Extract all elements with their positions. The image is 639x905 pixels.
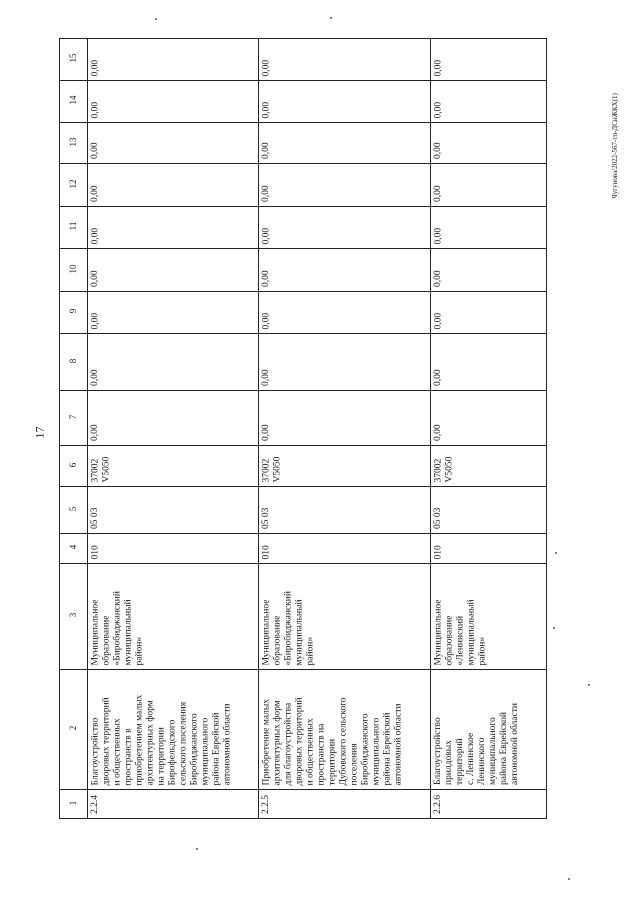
row-number: 2.2.5 <box>261 795 271 814</box>
table-grid-line <box>59 206 547 207</box>
row-value: 0,00 <box>90 424 100 441</box>
row-csr: 37002 V5050 <box>261 456 282 482</box>
column-header: 7 <box>68 414 78 419</box>
table-grid-line <box>59 38 60 818</box>
row-value: 0,00 <box>90 270 100 287</box>
column-header: 12 <box>68 179 78 188</box>
row-number: 2.2.4 <box>90 795 100 814</box>
row-value: 0,00 <box>90 227 100 244</box>
table-grid-line <box>258 38 259 818</box>
table-grid-line <box>59 486 547 487</box>
table-grid-line <box>59 669 547 670</box>
row-rzpr: 05 03 <box>261 507 271 529</box>
row-value: 0,00 <box>261 142 271 159</box>
column-header: 10 <box>68 264 78 273</box>
row-value: 0,00 <box>90 369 100 386</box>
table-grid-line <box>59 789 547 790</box>
table-grid-line <box>59 563 547 564</box>
table-grid-line <box>430 38 431 818</box>
column-header: 1 <box>68 800 78 805</box>
row-rzpr: 05 03 <box>90 507 100 529</box>
table-grid-line <box>59 122 547 123</box>
scan-speck <box>330 17 332 19</box>
row-value: 0,00 <box>261 312 271 329</box>
row-name: Благоустройство дворовых территорий и общественных пространств в приобретением малых архитектурных форм на территории Бирофельдского сельского поселения Биробиджанского муниципального района Еврейской автономной области <box>90 694 232 785</box>
scan-speck <box>155 18 157 20</box>
row-grbs: 010 <box>433 544 443 559</box>
table-grid-line <box>59 80 547 81</box>
row-name: Благоустройство прилдовых территорий с. Ленинское Ленинского муниципального района Еврейской автономной области <box>433 703 520 785</box>
row-grbs: 010 <box>261 544 271 559</box>
row-value: 0,00 <box>261 101 271 118</box>
row-value: 0,00 <box>433 369 443 386</box>
row-value: 0,00 <box>90 59 100 76</box>
column-header: 4 <box>68 544 78 550</box>
row-csr: 37002 V5050 <box>90 456 111 482</box>
scan-speck <box>588 684 590 686</box>
row-value: 0,00 <box>433 312 443 329</box>
row-value: 0,00 <box>433 270 443 287</box>
table-grid-line <box>59 818 547 819</box>
scan-speck <box>553 627 555 629</box>
row-value: 0,00 <box>90 312 100 329</box>
column-header: 14 <box>68 95 78 105</box>
row-value: 0,00 <box>261 270 271 287</box>
row-value: 0,00 <box>90 185 100 202</box>
table-grid-line <box>59 291 547 292</box>
row-value: 0,00 <box>261 185 271 202</box>
row-value: 0,00 <box>433 424 443 441</box>
row-value: 0,00 <box>433 185 443 202</box>
row-number: 2.2.6 <box>433 795 443 814</box>
scan-speck <box>568 878 570 880</box>
row-value: 0,00 <box>261 369 271 386</box>
scan-speck <box>555 552 557 554</box>
row-value: 0,00 <box>433 101 443 118</box>
table-grid-line <box>59 333 547 334</box>
row-executor: Муниципальное образование «Биробиджанский муниципальный район» <box>90 590 144 665</box>
column-header: 2 <box>68 725 78 731</box>
row-rzpr: 05 03 <box>433 507 443 529</box>
scan-speck <box>196 848 198 850</box>
row-executor: Муниципальное образование «Биробиджанский муниципальный район» <box>261 590 315 665</box>
column-header: 5 <box>68 506 78 511</box>
table-grid-line <box>59 390 547 391</box>
column-header: 6 <box>68 462 78 467</box>
row-csr: 37002 V5050 <box>433 456 454 482</box>
row-value: 0,00 <box>261 424 271 441</box>
column-header: 13 <box>68 137 78 146</box>
row-value: 0,00 <box>261 59 271 76</box>
column-header: 15 <box>68 53 78 63</box>
table-grid-line <box>59 445 547 446</box>
column-header: 11 <box>68 221 78 231</box>
row-value: 0,00 <box>433 59 443 76</box>
row-value: 0,00 <box>90 142 100 159</box>
row-value: 0,00 <box>90 101 100 118</box>
column-header: 9 <box>68 308 78 314</box>
table-grid-line <box>59 248 547 249</box>
page-number: 17 <box>32 426 47 439</box>
table-grid-line <box>59 163 547 164</box>
row-value: 0,00 <box>433 227 443 244</box>
column-header: 8 <box>68 358 78 363</box>
table-grid-line <box>59 533 547 534</box>
table-grid-line <box>546 38 547 818</box>
row-executor: Муниципальное образование «Ленинский муниципальный район» <box>433 598 487 665</box>
table-grid-line <box>87 38 88 818</box>
row-grbs: 010 <box>90 544 100 559</box>
row-value: 0,00 <box>433 142 443 159</box>
row-name: Приобретение малых архитектурных форм для благоустройства дворовых территорий и общественных пространств на территории Дубовского сельского поселения Биробиджанского муниципального района Еврейской автономной области <box>261 696 403 785</box>
row-value: 0,00 <box>261 227 271 244</box>
column-header: 3 <box>68 612 78 618</box>
table-grid-line <box>59 38 547 39</box>
document-footer: Чугунова/2022-567-тп-ДСиЖКХ(1) <box>611 93 619 199</box>
